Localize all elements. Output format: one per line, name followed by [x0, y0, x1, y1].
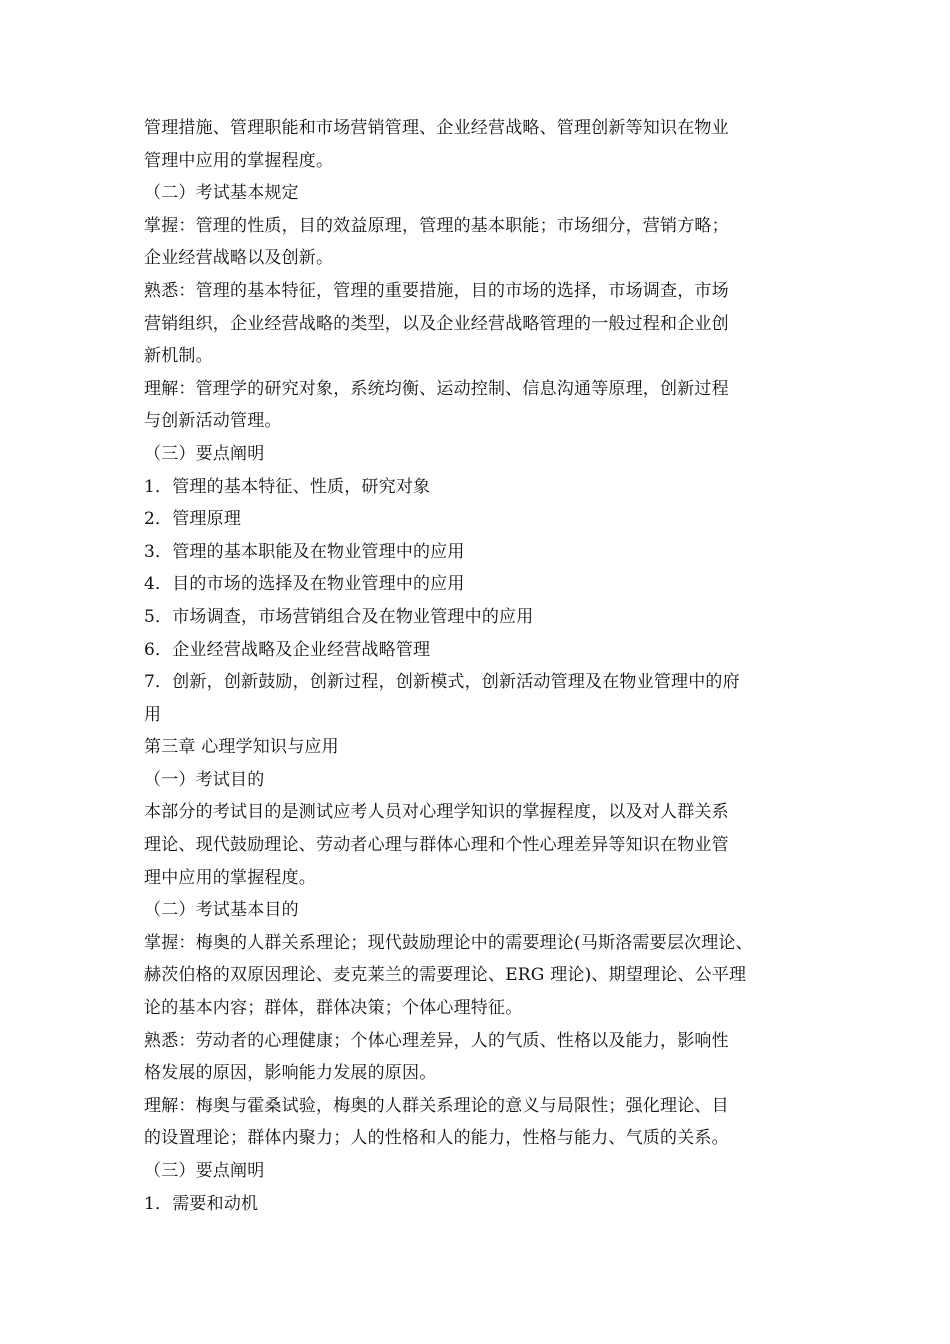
text-line: 掌握：管理的性质，目的效益原理，管理的基本职能；市场细分，营销方略； — [144, 215, 729, 236]
list-item: 1．管理的基本特征、性质，研究对象 — [144, 476, 431, 497]
list-item: 7．创新，创新鼓励，创新过程，创新模式，创新活动管理及在物业管理中的府 — [144, 672, 740, 693]
text-line: 赫茨伯格的双原因理论、麦克莱兰的需要理论、ERG 理论)、期望理论、公平理 — [144, 965, 747, 986]
section-heading: （二）考试基本规定 — [144, 183, 299, 204]
list-item: 6．企业经营战略及企业经营战略管理 — [144, 639, 431, 660]
text-line: 的设置理论；群体内聚力；人的性格和人的能力，性格与能力、气质的关系。 — [144, 1128, 729, 1149]
list-item: 4．目的市场的选择及在物业管理中的应用 — [144, 574, 465, 595]
text-line: 理解：梅奥与霍桑试验，梅奥的人群关系理论的意义与局限性；强化理论、目 — [144, 1095, 729, 1116]
text-line: 管理措施、管理职能和市场营销管理、企业经营战略、管理创新等知识在物业 — [144, 118, 729, 138]
section-heading: （一）考试目的 — [144, 769, 265, 790]
section-heading: （二）考试基本目的 — [144, 900, 299, 921]
text-line: 理中应用的掌握程度。 — [144, 867, 316, 888]
text-line: 新机制。 — [144, 346, 213, 367]
list-item: 3．管理的基本职能及在物业管理中的应用 — [144, 541, 465, 562]
text-line: 熟悉：管理的基本特征，管理的重要措施，目的市场的选择，市场调查，市场 — [144, 280, 729, 301]
list-item: 5．市场调查，市场营销组合及在物业管理中的应用 — [144, 606, 534, 627]
text-line: 掌握：梅奥的人群关系理论；现代鼓励理论中的需要理论(马斯洛需要层次理论、 — [144, 932, 753, 953]
list-item: 2．管理原理 — [144, 509, 242, 530]
text-line: 企业经营战略以及创新。 — [144, 248, 334, 269]
text-line: 与创新活动管理。 — [144, 411, 282, 432]
text-line: 理解：管理学的研究对象，系统均衡、运动控制、信息沟通等原理，创新过程 — [144, 378, 729, 399]
text-line: 营销组织，企业经营战略的类型，以及企业经营战略管理的一般过程和企业创 — [144, 313, 729, 334]
list-item: 1．需要和动机 — [144, 1193, 259, 1214]
text-line: 用 — [144, 704, 162, 725]
text-line: 理论、现代鼓励理论、劳动者心理与群体心理和个性心理差异等知识在物业管 — [144, 835, 729, 856]
chapter-heading: 第三章 心理学知识与应用 — [144, 737, 339, 758]
text-line: 论的基本内容；群体，群体决策；个体心理特征。 — [144, 998, 523, 1019]
section-heading: （三）要点阐明 — [144, 443, 265, 464]
text-line: 格发展的原因，影响能力发展的原因。 — [144, 1063, 437, 1084]
text-line: 本部分的考试目的是测试应考人员对心理学知识的掌握程度，以及对人群关系 — [144, 802, 729, 823]
text-line: 熟悉：劳动者的心理健康；个体心理差异，人的气质、性格以及能力，影响性 — [144, 1030, 729, 1051]
section-heading: （三）要点阐明 — [144, 1161, 265, 1181]
text-line: 管理中应用的掌握程度。 — [144, 150, 334, 171]
document-body — [144, 112, 814, 1220]
